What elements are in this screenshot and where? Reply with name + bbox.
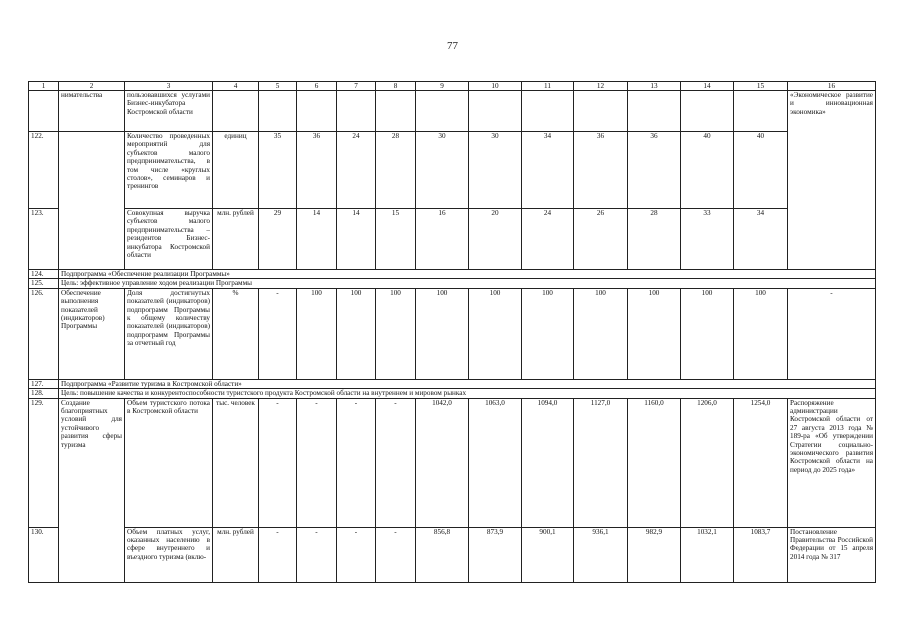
cell-value: 26 bbox=[574, 209, 628, 270]
cell-value: - bbox=[376, 527, 416, 582]
table-row bbox=[29, 132, 876, 209]
table-row bbox=[29, 527, 876, 582]
cell-value: 30 bbox=[416, 132, 469, 209]
page-number: 77 bbox=[447, 40, 458, 52]
cell-value: 100 bbox=[469, 288, 522, 379]
cell-indicator: Совокупная выручка субъектов малого предпринимательства – резидентов Бизнес-инкубатора Костромской области bbox=[125, 209, 213, 270]
column-header: 13 bbox=[628, 82, 681, 91]
cell-value: 24 bbox=[337, 132, 376, 209]
header-row bbox=[29, 82, 876, 91]
cell-value: 982,9 bbox=[628, 527, 681, 582]
cell-unit: единиц bbox=[213, 132, 259, 209]
column-header: 14 bbox=[681, 82, 734, 91]
column-header: 3 bbox=[125, 82, 213, 91]
cell-value: 100 bbox=[337, 288, 376, 379]
cell-value: - bbox=[297, 398, 337, 527]
cell-value bbox=[416, 91, 469, 132]
cell-unit bbox=[213, 91, 259, 132]
cell-unit: млн. рублей bbox=[213, 209, 259, 270]
table-row-continuation bbox=[29, 91, 876, 132]
cell-source: Распоряжение администрации Костромской области от 27 августа 2013 года № 189-ра «Об утверждении Стратегии социально-экономического развития Костромской области на период до 2025 года» bbox=[788, 398, 876, 527]
cell-indicator: пользовавшихся услугами Бизнес-инкубатора Костромской области bbox=[125, 91, 213, 132]
table-row bbox=[29, 209, 876, 270]
cell-indicator: Объем туристского потока в Костромской области bbox=[125, 398, 213, 527]
cell-value: 1254,0 bbox=[734, 398, 788, 527]
cell-value bbox=[337, 91, 376, 132]
cell-value: 1063,0 bbox=[469, 398, 522, 527]
cell-value: 36 bbox=[297, 132, 337, 209]
cell-num: 129. bbox=[29, 398, 59, 527]
column-header: 2 bbox=[59, 82, 125, 91]
subprogram-title: Подпрограмма «Развитие туризма в Костромской области» bbox=[59, 379, 876, 388]
cell-value: 1083,7 bbox=[734, 527, 788, 582]
table-row bbox=[29, 288, 876, 379]
column-header: 7 bbox=[337, 82, 376, 91]
subprogram-row bbox=[29, 379, 876, 388]
column-header: 4 bbox=[213, 82, 259, 91]
column-header: 8 bbox=[376, 82, 416, 91]
cell-num: 126. bbox=[29, 288, 59, 379]
column-header: 5 bbox=[259, 82, 297, 91]
cell-value bbox=[574, 91, 628, 132]
cell-value: 28 bbox=[376, 132, 416, 209]
cell-num: 130. bbox=[29, 527, 59, 582]
cell-source: Постановление Правительства Российской Федерации от 15 апреля 2014 года № 317 bbox=[788, 527, 876, 582]
cell-indicator: Объем платных услуг, оказанных населению в сфере внутреннего и въездного туризма (вклю- bbox=[125, 527, 213, 582]
cell-value bbox=[259, 91, 297, 132]
cell-value bbox=[469, 91, 522, 132]
cell-value: 29 bbox=[259, 209, 297, 270]
goal-row bbox=[29, 389, 876, 398]
cell-value: - bbox=[337, 527, 376, 582]
cell-value bbox=[628, 91, 681, 132]
cell-value: 100 bbox=[297, 288, 337, 379]
cell-value: 100 bbox=[628, 288, 681, 379]
cell-value: - bbox=[259, 527, 297, 582]
cell-value: - bbox=[297, 527, 337, 582]
cell-value: 34 bbox=[522, 132, 574, 209]
column-header: 15 bbox=[734, 82, 788, 91]
goal-title: Цель: повышение качества и конкурентоспособности туристского продукта Костромской области на внутреннем и мировом рынках bbox=[59, 389, 876, 398]
cell-value: 35 bbox=[259, 132, 297, 209]
cell-num: 128. bbox=[29, 389, 59, 398]
cell-unit: тыс. человек bbox=[213, 398, 259, 527]
indicators-table bbox=[28, 81, 876, 583]
column-header: 6 bbox=[297, 82, 337, 91]
cell-unit: млн. рублей bbox=[213, 527, 259, 582]
cell-num: 123. bbox=[29, 209, 59, 270]
cell-value: 1094,0 bbox=[522, 398, 574, 527]
cell-num: 122. bbox=[29, 132, 59, 209]
cell-value bbox=[681, 91, 734, 132]
cell-num: 124. bbox=[29, 270, 59, 279]
cell-value: 33 bbox=[681, 209, 734, 270]
cell-value: 40 bbox=[734, 132, 788, 209]
table-row bbox=[29, 398, 876, 527]
cell-value bbox=[297, 91, 337, 132]
cell-value: - bbox=[337, 398, 376, 527]
cell-value: 1042,0 bbox=[416, 398, 469, 527]
column-header: 11 bbox=[522, 82, 574, 91]
cell-value: 100 bbox=[522, 288, 574, 379]
cell-value: 16 bbox=[416, 209, 469, 270]
cell-unit: % bbox=[213, 288, 259, 379]
column-header: 1 bbox=[29, 82, 59, 91]
cell-value: 936,1 bbox=[574, 527, 628, 582]
column-header: 10 bbox=[469, 82, 522, 91]
cell-num: 125. bbox=[29, 279, 59, 288]
cell-task: Создание благоприятных условий для устойчивого развития сферы туризма bbox=[59, 398, 125, 582]
cell-value: - bbox=[259, 288, 297, 379]
cell-value: 36 bbox=[628, 132, 681, 209]
cell-value bbox=[734, 91, 788, 132]
column-header: 12 bbox=[574, 82, 628, 91]
cell-task: нимательства bbox=[59, 91, 125, 132]
cell-value: 1206,0 bbox=[681, 398, 734, 527]
cell-task bbox=[59, 132, 125, 270]
cell-value: 15 bbox=[376, 209, 416, 270]
goal-row bbox=[29, 279, 876, 288]
cell-indicator: Количество проведенных мероприятий для субъектов малого предпринимательства, в том числе «круглых столов», семинаров и тренингов bbox=[125, 132, 213, 209]
cell-value: - bbox=[259, 398, 297, 527]
cell-value: 28 bbox=[628, 209, 681, 270]
cell-value: 30 bbox=[469, 132, 522, 209]
cell-value: 1032,1 bbox=[681, 527, 734, 582]
cell-num: 127. bbox=[29, 379, 59, 388]
cell-value: 100 bbox=[376, 288, 416, 379]
cell-value: 100 bbox=[574, 288, 628, 379]
cell-indicator: Доля достигнутых показателей (индикаторов) подпрограмм Программы к общему количеству показателей (индикаторов) подпрограмм Программы за отчетный год bbox=[125, 288, 213, 379]
cell-value: 20 bbox=[469, 209, 522, 270]
cell-source: - bbox=[788, 288, 876, 379]
cell-value: 856,8 bbox=[416, 527, 469, 582]
goal-title: Цель: эффективное управление ходом реализации Программы bbox=[59, 279, 876, 288]
cell-task: Обеспечение выполнения показателей (индикаторов) Программы bbox=[59, 288, 125, 379]
column-header: 16 bbox=[788, 82, 876, 91]
cell-value: 100 bbox=[734, 288, 788, 379]
cell-value: 1127,0 bbox=[574, 398, 628, 527]
cell-value: 100 bbox=[416, 288, 469, 379]
cell-value: 873,9 bbox=[469, 527, 522, 582]
cell-value: 1160,0 bbox=[628, 398, 681, 527]
cell-value: 24 bbox=[522, 209, 574, 270]
cell-value: 14 bbox=[297, 209, 337, 270]
cell-value: 36 bbox=[574, 132, 628, 209]
cell-value: 14 bbox=[337, 209, 376, 270]
cell-value: - bbox=[376, 398, 416, 527]
cell-value: 900,1 bbox=[522, 527, 574, 582]
cell-value bbox=[522, 91, 574, 132]
cell-value: 40 bbox=[681, 132, 734, 209]
cell-value: 100 bbox=[681, 288, 734, 379]
cell-value bbox=[376, 91, 416, 132]
subprogram-title: Подпрограмма «Обеспечение реализации Программы» bbox=[59, 270, 876, 279]
cell-num bbox=[29, 91, 59, 132]
column-header: 9 bbox=[416, 82, 469, 91]
cell-value: 34 bbox=[734, 209, 788, 270]
cell-source: «Экономическое развитие и инновационная экономика» bbox=[788, 91, 876, 270]
subprogram-row bbox=[29, 270, 876, 279]
